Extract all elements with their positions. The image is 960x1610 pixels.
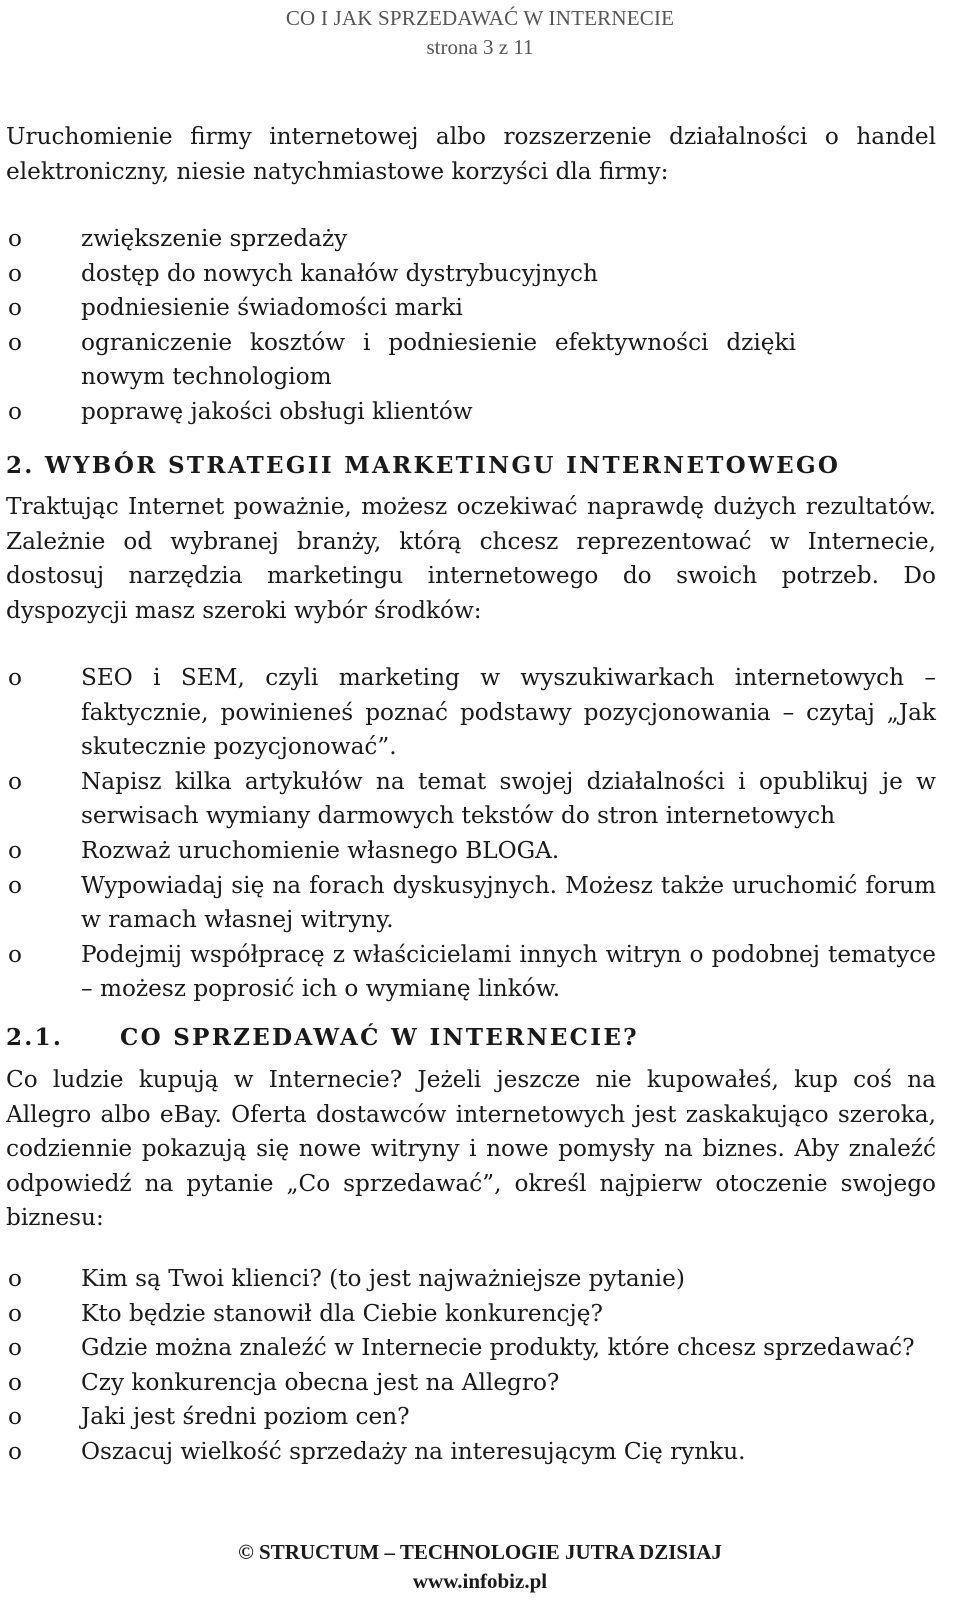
- section-2-paragraph: Traktując Internet poważnie, możesz oczekiwać naprawdę dużych rezultatów. Zależnie od wybranej branży, którą chcesz reprezentować w Internecie, dostosuj narzędzia marketingu internetowego do swoich potrzeb. Do dyspozycji masz szeroki wybór środków:: [6, 493, 936, 624]
- bullet-marker: o: [8, 1368, 22, 1396]
- list-item: o poprawę jakości obsługi klientów: [6, 395, 936, 430]
- section-2-heading: 2. WYBÓR STRATEGII MARKETINGU INTERNETOWEGO: [6, 452, 841, 479]
- bullet-marker: o: [8, 1299, 22, 1327]
- marketing-tools-list: [6, 661, 936, 1007]
- bullet-marker: o: [8, 940, 22, 968]
- bullet-marker: o: [8, 259, 22, 287]
- bullet-marker: o: [8, 1334, 22, 1362]
- list-item: o Kto będzie stanowił dla Ciebie konkurencję?: [6, 1297, 936, 1332]
- section-number: 2.1.: [6, 1024, 64, 1051]
- list-item: o Wypowiadaj się na forach dyskusyjnych. Możesz także uruchomić forum w ramach własnej witryny.: [6, 869, 936, 938]
- bullet-marker: o: [8, 767, 22, 795]
- list-item: o ograniczenie kosztów i podniesienie efektywności dzięki nowym technologiom: [6, 326, 936, 395]
- footer-company: © STRUCTUM – TECHNOLOGIE JUTRA DZISIAJ: [238, 1540, 722, 1564]
- list-item: o Kim są Twoi klienci? (to jest najważniejsze pytanie): [6, 1262, 936, 1297]
- bullet-marker: o: [8, 1437, 22, 1465]
- bullet-marker: o: [8, 397, 22, 425]
- list-item: o zwiększenie sprzedaży: [6, 222, 936, 257]
- bullet-marker: o: [8, 294, 22, 322]
- list-item: o dostęp do nowych kanałów dystrybucyjnych: [6, 257, 936, 292]
- list-item: o podniesienie świadomości marki: [6, 291, 936, 326]
- list-item: o Podejmij współpracę z właścicielami innych witryn o podobnej tematyce – możesz poprosić ich o wymianę linków.: [6, 938, 936, 1007]
- section-2-1-paragraph: Co ludzie kupują w Internecie? Jeżeli jeszcze nie kupowałeś, kup coś na Allegro albo eBay. Oferta dostawców internetowych jest zaskakująco szeroka, codziennie pokazują się nowe witryny i nowe pomysły na biznes. Aby znaleźć odpowiedź na pytanie „Co sprzedawać”, określ najpierw otoczenie swojego biznesu:: [6, 1066, 936, 1232]
- bullet-marker: o: [8, 1265, 22, 1292]
- header-page-number: strona 3 z 11: [426, 35, 534, 59]
- section-2-1-heading: [6, 1024, 639, 1051]
- list-item: o Napisz kilka artykułów na temat swojej działalności i opublikuj je w serwisach wymiany darmowych tekstów do stron internetowych: [6, 765, 936, 834]
- list-item: o Jaki jest średni poziom cen?: [6, 1400, 936, 1435]
- footer-url[interactable]: www.infobiz.pl: [412, 1569, 548, 1593]
- bullet-marker: o: [8, 328, 22, 356]
- bullet-marker: o: [8, 871, 22, 899]
- business-questions-list: [6, 1262, 936, 1470]
- bullet-marker: o: [8, 664, 22, 691]
- list-item: o Czy konkurencja obecna jest na Allegro?: [6, 1366, 936, 1401]
- intro-paragraph: Uruchomienie firmy internetowej albo rozszerzenie działalności o handel elektroniczny, niesie natychmiastowe korzyści dla firmy:: [6, 123, 936, 185]
- bullet-marker: o: [8, 225, 22, 252]
- bullet-marker: o: [8, 1403, 22, 1431]
- bullet-marker: o: [8, 836, 22, 864]
- header-title: CO I JAK SPRZEDAWAĆ W INTERNECIE: [285, 6, 675, 30]
- list-item: o Oszacuj wielkość sprzedaży na interesującym Cię rynku.: [6, 1435, 936, 1470]
- section-title: CO SPRZEDAWAĆ W INTERNECIE?: [120, 1024, 639, 1051]
- list-item: o Rozważ uruchomienie własnego BLOGA.: [6, 834, 936, 869]
- list-item: o SEO i SEM, czyli marketing w wyszukiwarkach internetowych – faktycznie, powinieneś poznać podstawy pozycjonowania – czytaj „Jak skutecznie pozycjonować”.: [6, 661, 936, 765]
- benefits-list: [6, 222, 936, 430]
- list-item: o Gdzie można znaleźć w Internecie produkty, które chcesz sprzedawać?: [6, 1331, 936, 1366]
